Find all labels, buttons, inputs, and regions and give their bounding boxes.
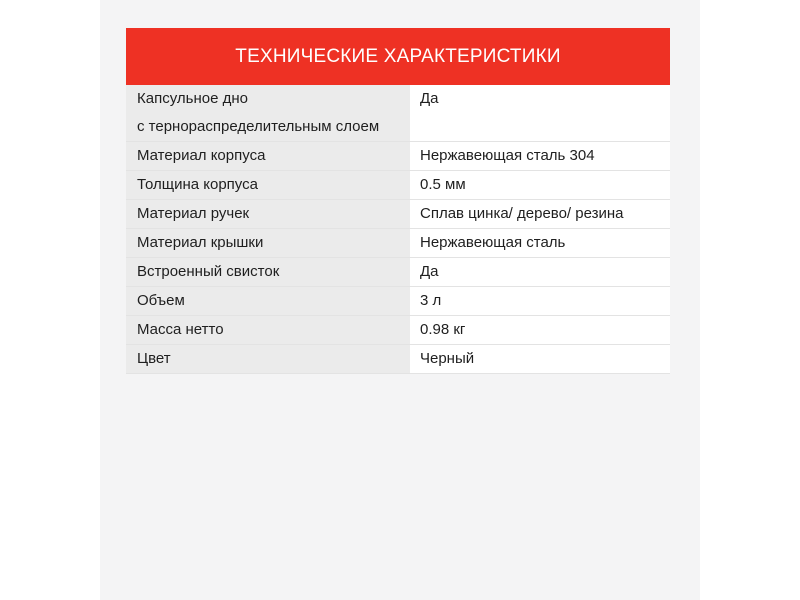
table-row (126, 200, 670, 229)
specs-title: ТЕХНИЧЕСКИЕ ХАРАКТЕРИСТИКИ (235, 45, 561, 67)
spec-label: Цвет (126, 345, 410, 374)
spec-label: Толщина корпуса (126, 171, 410, 200)
table-row (126, 171, 670, 200)
spec-value: Черный (410, 345, 670, 374)
specs-header (126, 28, 670, 85)
spec-value: Да (410, 85, 670, 142)
table-row (126, 258, 670, 287)
spec-label (126, 85, 410, 142)
specs-card (126, 28, 670, 374)
spec-label: Встроенный свисток (126, 258, 410, 287)
spec-label-line: с тернораспределительным слоем (137, 118, 380, 135)
spec-value: 0.5 мм (410, 171, 670, 200)
spec-label-line: Капсульное дно (137, 90, 248, 107)
table-row (126, 287, 670, 316)
spec-value: Нержавеющая сталь 304 (410, 142, 670, 171)
spec-label: Материал корпуса (126, 142, 410, 171)
spec-value: Да (410, 258, 670, 287)
spec-label: Объем (126, 287, 410, 316)
table-row (126, 142, 670, 171)
spec-value: Нержавеющая сталь (410, 229, 670, 258)
spec-label: Масса нетто (126, 316, 410, 345)
content-panel (100, 0, 700, 600)
spec-label: Материал ручек (126, 200, 410, 229)
specs-table (126, 85, 670, 374)
spec-value: 3 л (410, 287, 670, 316)
spec-value: Сплав цинка/ дерево/ резина (410, 200, 670, 229)
table-row (126, 85, 670, 142)
table-row (126, 345, 670, 374)
table-row (126, 229, 670, 258)
spec-label: Материал крышки (126, 229, 410, 258)
spec-value: 0.98 кг (410, 316, 670, 345)
table-row (126, 316, 670, 345)
